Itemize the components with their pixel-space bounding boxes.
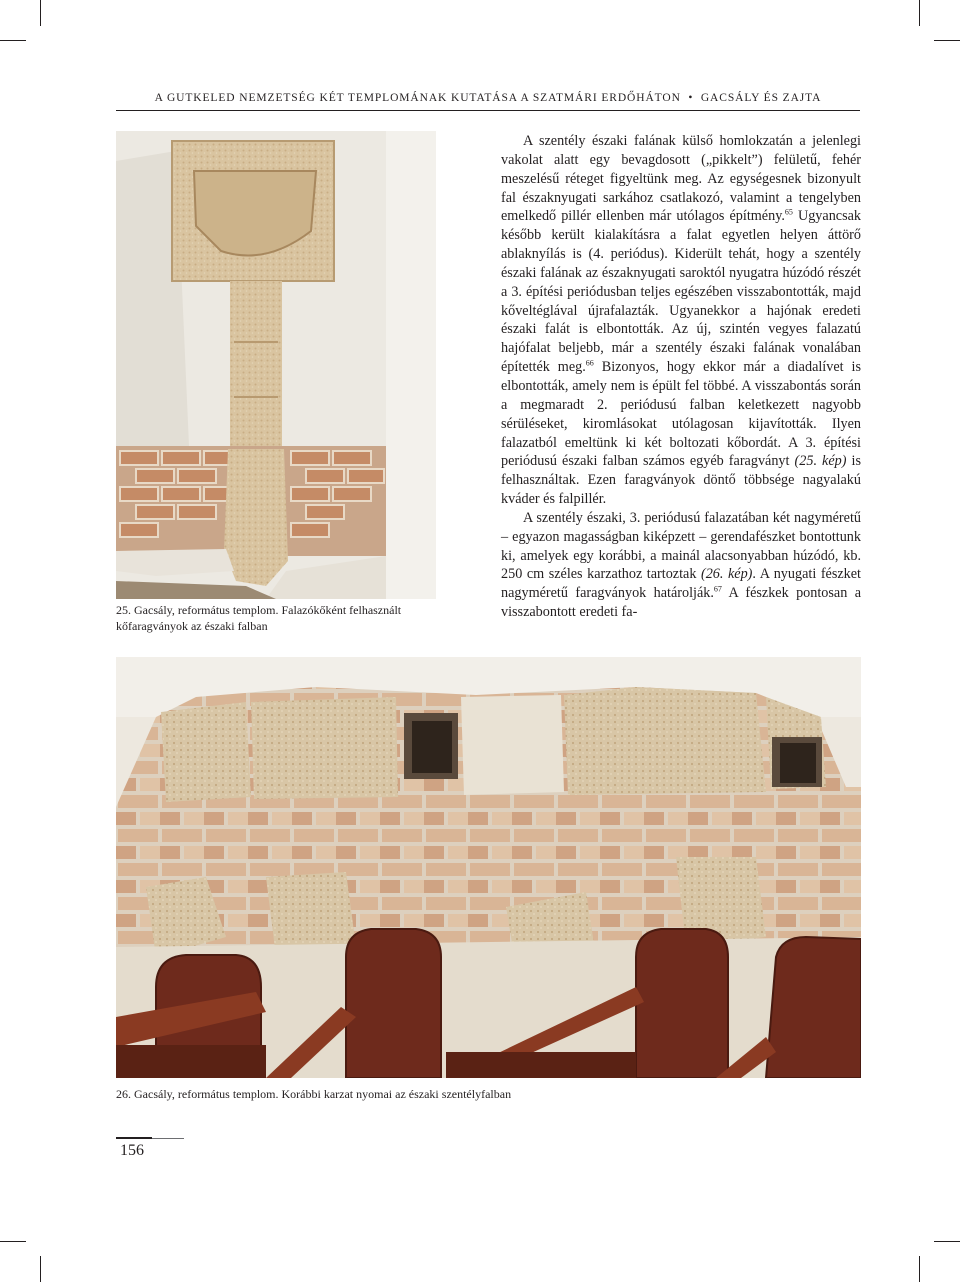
text-run: is felhasználtak. Ezen faragványok döntő többsége nagyalakú kváder és falpillér. xyxy=(501,453,861,508)
text-run: . A nyugati fészket nagyméretű faragványok határolják. xyxy=(501,566,861,602)
crop-mark xyxy=(0,40,26,41)
crop-mark xyxy=(934,1241,960,1242)
crop-mark xyxy=(40,1256,41,1282)
text-run: Bizonyos, hogy ekkor már a diadalívet is elbontották, amely nem is épült fel többé. A visszabontás során a megmaradt 2. periódusú falban keletkezett nagyobb sérüléseket, kiromlásokat utólagosan kijavították. Ilyen falazatból emeltünk ki két boltozati kőbordát. A 3. építési periódusú északi falban számos egyéb faragványt xyxy=(501,359,861,470)
body-text xyxy=(501,132,861,622)
footnote-ref[interactable]: 67 xyxy=(713,584,722,594)
text-run: A szentély északi falának külső homlokzatán a jelenlegi vakolat alatt egy bevagdosott („pikkelt”) felületű, fehér meszelésű réteget figyeltünk meg. Az egységesnek bizonyult fal északnyugati sarkához csatlakozó, valamint a tengelyben emelkedő pillér ellenben már utólagos építmény. xyxy=(501,133,861,225)
crop-mark xyxy=(934,40,960,41)
running-head-separator: • xyxy=(688,92,694,104)
header-rule xyxy=(116,110,860,111)
footnote-ref[interactable]: 66 xyxy=(585,358,594,368)
figure-26-photo xyxy=(116,657,861,1078)
crop-mark xyxy=(919,1256,920,1282)
running-head-title: A GUTKELED NEMZETSÉG KÉT TEMPLOMÁNAK KUTATÁSA A SZATMÁRI ERDŐHÁTON xyxy=(154,92,681,104)
text-run: A fészkek pontosan a visszabontott eredeti fa- xyxy=(501,585,862,621)
crop-mark xyxy=(0,1241,26,1242)
crop-mark xyxy=(40,0,41,26)
crop-mark xyxy=(919,0,920,26)
figure-26-caption: 26. Gacsály, református templom. Korábbi karzat nyomai az északi szentélyfalban xyxy=(116,1087,512,1101)
folio-rule-accent xyxy=(116,1137,152,1139)
running-head-subtitle: GACSÁLY ÉS ZAJTA xyxy=(700,92,822,104)
figure-reference[interactable]: (25. kép) xyxy=(794,453,847,470)
paragraph xyxy=(501,132,861,509)
figure-25-photo xyxy=(116,131,436,599)
paragraph xyxy=(501,509,861,622)
running-head xyxy=(116,92,860,104)
text-run: A szentély északi, 3. periódusú falazatában két nagyméretű – egyazon magasságban kiképzett – gerendafészket bontottunk ki, amelyek egy korábbi, a mainál alacsonyabban húzódó, kb. 250 cm széles karzathoz tartoztak xyxy=(501,509,861,583)
figure-reference[interactable]: (26. kép) xyxy=(700,566,753,583)
footnote-ref[interactable]: 65 xyxy=(784,207,793,217)
text-run: Ugyancsak később került kialakításra a falat egyetlen helyen áttörő ablaknyílás is (4. periódus). Kiderült tehát, hogy a szentély északi falának az északnyugati saroktól nyugatra húzódó részét a 3. építési periódusban teljes egészében visszabontották, majd kőveltéglával újrafalazták. Ugyanekkor a hajónak eredeti északi falát is elbontották. Az új, szintén vegyes falazatú hajófalat beljebb, már a szentély északi falának vonalában építették meg. xyxy=(501,208,861,376)
figure-25-caption: 25. Gacsály, református templom. Falazókőként felhasznált kőfaragványok az északi falban xyxy=(116,603,402,633)
page-number: 156 xyxy=(120,1142,144,1159)
